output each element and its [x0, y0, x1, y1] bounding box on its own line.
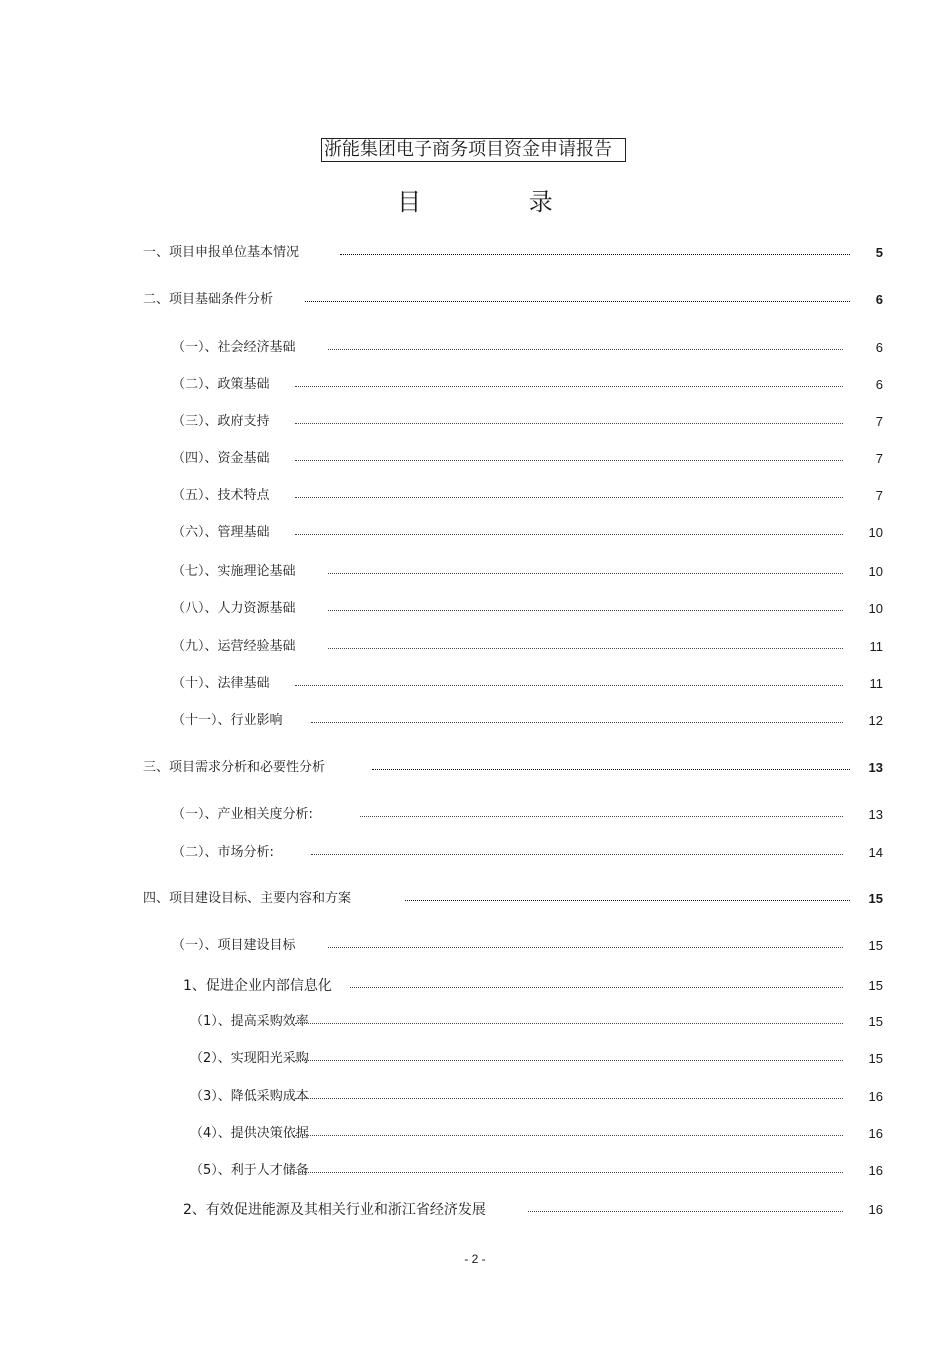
toc-entry-label: （十）、法律基础 [172, 676, 270, 691]
toc-dot-leader [350, 987, 843, 988]
toc-dot-leader [295, 685, 843, 686]
toc-entry[interactable] [143, 290, 883, 310]
toc-entry[interactable] [172, 637, 883, 657]
toc-entry-page-number: 13 [868, 760, 883, 775]
toc-dot-leader [311, 854, 843, 855]
toc-entry-label: 三、项目需求分析和必要性分析 [143, 760, 326, 775]
toc-dot-leader [328, 349, 843, 350]
toc-dot-leader [328, 573, 843, 574]
toc-dot-leader [295, 1135, 843, 1136]
toc-entry-page-number: 7 [875, 414, 883, 429]
toc-entry[interactable] [190, 1087, 883, 1107]
page-number: - 2 - [464, 1252, 486, 1266]
toc-entry-label: （二）、政策基础 [172, 377, 270, 392]
toc-dot-leader [405, 900, 850, 901]
toc-entry[interactable] [190, 1124, 883, 1144]
toc-entry[interactable] [183, 976, 883, 996]
toc-entry-page-number: 13 [868, 807, 883, 822]
toc-dot-leader [295, 1172, 843, 1173]
toc-entry-page-number: 7 [875, 451, 883, 466]
toc-entry-page-number: 10 [868, 601, 883, 616]
toc-entry[interactable] [172, 843, 883, 863]
toc-entry-page-number: 6 [875, 340, 883, 355]
toc-entry[interactable] [172, 936, 883, 956]
toc-entry-label: （4）、提供决策依据 [190, 1126, 309, 1141]
toc-dot-leader [295, 460, 843, 461]
toc-dot-leader [340, 254, 850, 255]
toc-entry-label: （七）、实施理论基础 [172, 564, 296, 579]
toc-entry-label: 2、有效促进能源及其相关行业和浙江省经济发展 [183, 1202, 486, 1218]
toc-entry-label: （五）、技术特点 [172, 488, 270, 503]
toc-entry[interactable] [172, 674, 883, 694]
document-title: 浙能集团电子商务项目资金申请报告 [321, 138, 626, 162]
toc-entry[interactable] [190, 1161, 883, 1181]
toc-entry-label: （2）、实现阳光采购 [190, 1051, 309, 1066]
toc-entry[interactable] [172, 523, 883, 543]
toc-entry[interactable] [172, 599, 883, 619]
toc-dot-leader [295, 423, 843, 424]
toc-entry-page-number: 16 [868, 1202, 883, 1217]
toc-entry[interactable] [143, 243, 883, 263]
toc-dot-leader [295, 386, 843, 387]
toc-entry-label: （六）、管理基础 [172, 525, 270, 540]
toc-entry[interactable] [143, 758, 883, 778]
toc-entry-page-number: 11 [869, 639, 883, 654]
toc-dot-leader [372, 769, 850, 770]
toc-entry-label: （3）、降低采购成本 [190, 1089, 309, 1104]
toc-dot-leader [528, 1211, 843, 1212]
toc-entry[interactable] [172, 338, 883, 358]
toc-dot-leader [311, 722, 843, 723]
toc-entry[interactable] [172, 711, 883, 731]
toc-dot-leader [295, 1060, 843, 1061]
toc-entry[interactable] [172, 375, 883, 395]
toc-entry-page-number: 5 [875, 245, 883, 260]
toc-entry[interactable] [183, 1200, 883, 1220]
toc-entry-label: （二）、市场分析: [172, 845, 274, 860]
toc-entry-label: 二、项目基础条件分析 [143, 292, 274, 307]
toc-entry-label: （1）、提高采购效率 [190, 1014, 309, 1029]
toc-entry-label: 四、项目建设目标、主要内容和方案 [143, 891, 352, 906]
toc-entry-page-number: 16 [868, 1126, 883, 1141]
toc-entry[interactable] [172, 562, 883, 582]
toc-dot-leader [328, 610, 843, 611]
toc-entry-label: （四）、资金基础 [172, 451, 270, 466]
toc-entry-label: （八）、人力资源基础 [172, 601, 296, 616]
toc-entry-page-number: 15 [868, 938, 883, 953]
toc-entry-page-number: 6 [875, 377, 883, 392]
toc-entry[interactable] [143, 889, 883, 909]
toc-dot-leader [295, 1023, 843, 1024]
toc-entry-label: 1、促进企业内部信息化 [183, 978, 332, 994]
toc-entry-page-number: 10 [868, 525, 883, 540]
toc-dot-leader [328, 648, 843, 649]
toc-entry-label: （5）、利于人才储备 [190, 1163, 309, 1178]
toc-entry-page-number: 16 [868, 1089, 883, 1104]
toc-dot-leader [305, 301, 850, 302]
toc-entry-page-number: 16 [868, 1163, 883, 1178]
toc-entry-page-number: 15 [868, 1051, 883, 1066]
toc-entry-page-number: 10 [868, 564, 883, 579]
toc-entry[interactable] [172, 412, 883, 432]
toc-entry-label: （十一）、行业影响 [172, 713, 283, 728]
toc-dot-leader [295, 497, 843, 498]
toc-entry-page-number: 15 [868, 978, 883, 993]
toc-entry-label: （一）、项目建设目标 [172, 938, 296, 953]
toc-entry-page-number: 12 [868, 713, 883, 728]
toc-dot-leader [295, 1098, 843, 1099]
toc-entry-label: （三）、政府支持 [172, 414, 270, 429]
toc-dot-leader [295, 534, 843, 535]
toc-entry-page-number: 15 [868, 1014, 883, 1029]
toc-entry[interactable] [190, 1049, 883, 1069]
toc-entry-label: （九）、运营经验基础 [172, 639, 296, 654]
toc-entry[interactable] [172, 486, 883, 506]
toc-entry-label: （一）、社会经济基础 [172, 340, 296, 355]
toc-dot-leader [328, 947, 843, 948]
toc-heading: 目 录 [397, 188, 603, 216]
toc-entry-page-number: 6 [875, 292, 883, 307]
toc-entry-page-number: 7 [875, 488, 883, 503]
toc-entry[interactable] [190, 1012, 883, 1032]
toc-entry[interactable] [172, 449, 883, 469]
toc-entry-page-number: 14 [868, 845, 883, 860]
toc-entry[interactable] [172, 805, 883, 825]
toc-entry-label: （一）、产业相关度分析: [172, 807, 313, 822]
toc-entry-page-number: 11 [869, 676, 883, 691]
toc-entry-label: 一、项目申报单位基本情况 [143, 245, 300, 260]
toc-dot-leader [360, 816, 843, 817]
toc-entry-page-number: 15 [868, 891, 883, 906]
